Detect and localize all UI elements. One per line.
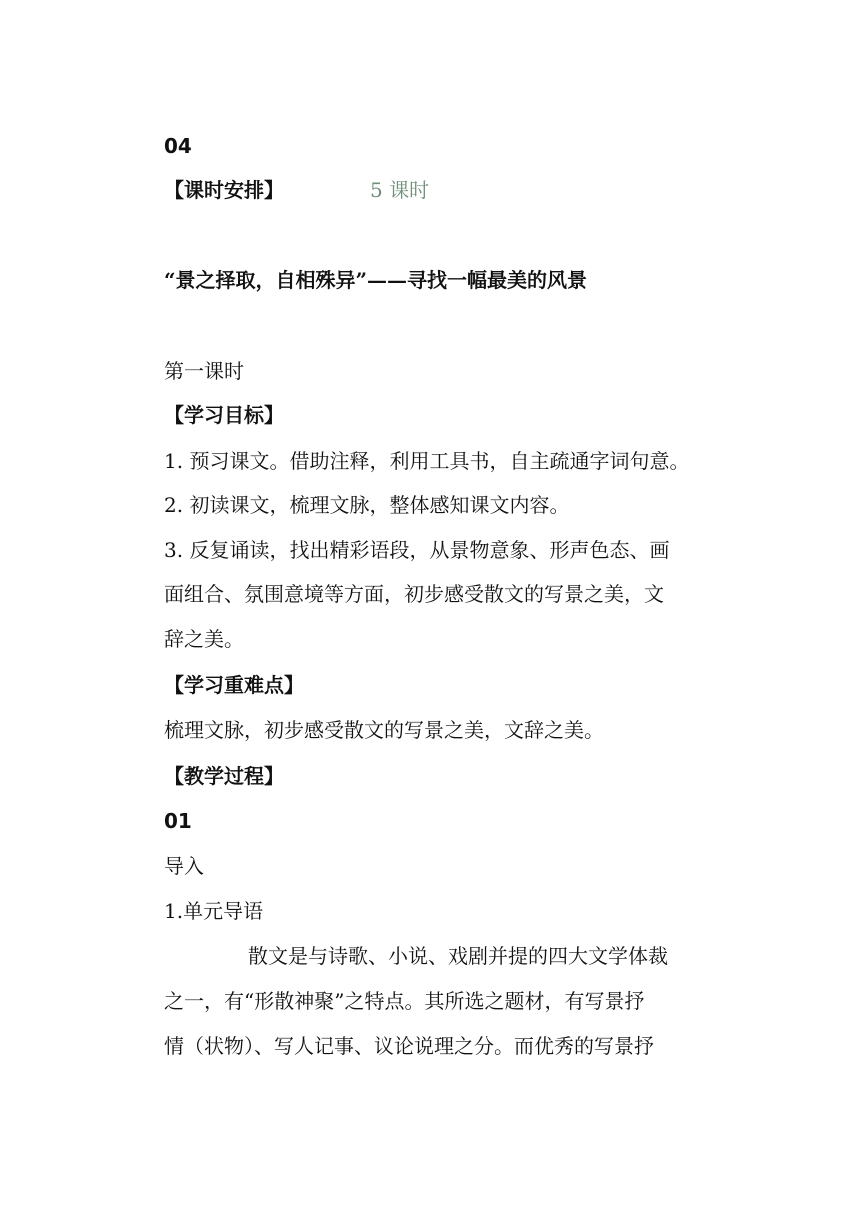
schedule-label: 【课时安排】 [164, 178, 284, 202]
goal-3-line-3: 辞之美。 [164, 627, 244, 651]
section-number-01: 01 [164, 809, 192, 833]
lesson-label: 第一课时 [164, 359, 244, 383]
paragraph-line-2: 之一，有“形散神聚”之特点。其所选之题材，有写景抒 [164, 989, 645, 1013]
goal-3-line-1: 3. 反复诵读，找出精彩语段，从景物意象、形声色态、画 [164, 538, 670, 562]
paragraph-line-3: 情（状物）、写人记事、议论说理之分。而优秀的写景抒 [164, 1034, 654, 1058]
unit-title: “景之择取，自相殊异”——寻找一幅最美的风景 [164, 268, 588, 292]
paragraph-line-1: 散文是与诗歌、小说、戏剧并提的四大文学体裁 [248, 944, 668, 968]
section-number-04: 04 [164, 134, 192, 158]
intro-label: 导入 [164, 854, 204, 878]
keypoints-label: 【学习重难点】 [164, 673, 304, 697]
goal-2: 2. 初读课文，梳理文脉，整体感知课文内容。 [164, 493, 570, 517]
goals-label: 【学习目标】 [164, 403, 284, 427]
goal-3-line-2: 面组合、氛围意境等方面，初步感受散文的写景之美，文 [164, 582, 664, 606]
schedule-value: 5 课时 [370, 178, 430, 202]
goal-1: 1. 预习课文。借助注释，利用工具书，自主疏通字词句意。 [164, 449, 690, 473]
unit-intro-label: 1.单元导语 [164, 899, 264, 923]
process-label: 【教学过程】 [164, 764, 284, 788]
keypoints-text: 梳理文脉，初步感受散文的写景之美，文辞之美。 [164, 718, 604, 742]
